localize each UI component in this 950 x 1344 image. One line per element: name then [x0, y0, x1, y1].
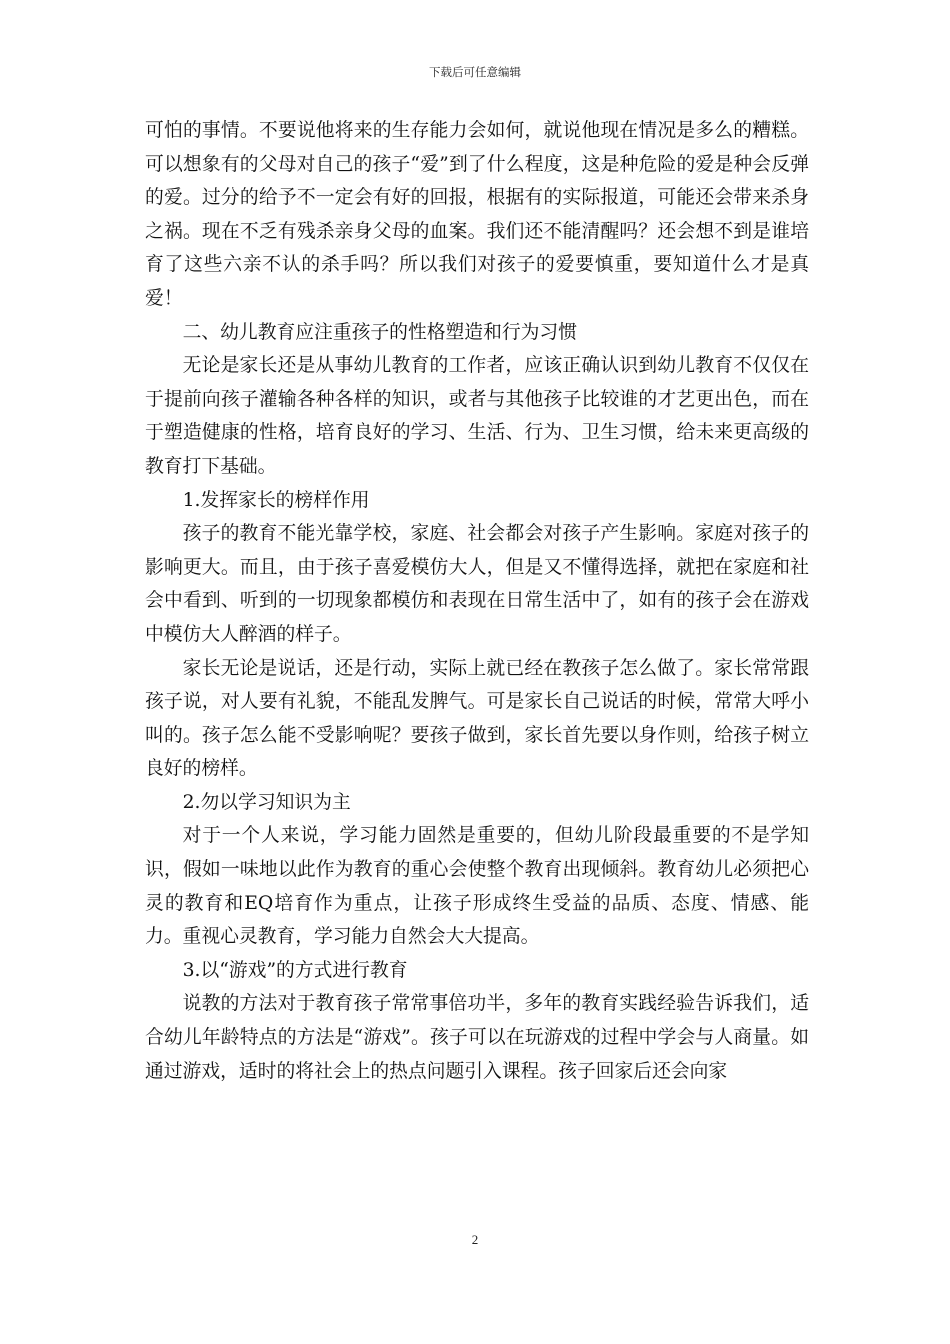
paragraph: 无论是家长还是从事幼儿教育的工作者，应该正确认识到幼儿教育不仅仅在于提前向孩子灌输各种各样的知识，或者与其他孩子比较谁的才艺更出色，而在于塑造健康的性格，培育良好的学习、生活、行为、卫生习惯，给未来更高级的教育打下基础。 [145, 355, 809, 477]
paragraph: 说教的方法对于教育孩子常常事倍功半，多年的教育实践经验告诉我们，适合幼儿年龄特点的方法是“游戏”。孩子可以在玩游戏的过程中学会与人商量。如通过游戏，适时的将社会上的热点问题引入课程。孩子回家后还会向家 [145, 993, 809, 1082]
subsection-heading: 1.发挥家长的榜样作用 [182, 489, 370, 511]
page-header: 下载后可任意编辑 [429, 65, 521, 79]
paragraph: 可怕的事情。不要说他将来的生存能力会如何，就说他现在情况是多么的糟糕。可以想象有的父母对自己的孩子“爱”到了什么程度，这是种危险的爱是种会反弹的爱。过分的给予不一定会有好的回报，根据有的实际报道，可能还会带来杀身之祸。现在不乏有残杀亲身父母的血案。我们还不能清醒吗？还会想不到是谁培育了这些六亲不认的杀手吗？所以我们对孩子的爱要慎重，要知道什么才是真爱！ [145, 120, 809, 309]
section-heading: 二、幼儿教育应注重孩子的性格塑造和行为习惯 [182, 321, 577, 343]
document-body [145, 114, 809, 1088]
paragraph: 孩子的教育不能光靠学校，家庭、社会都会对孩子产生影响。家庭对孩子的影响更大。而且，由于孩子喜爱模仿大人，但是又不懂得选择，就把在家庭和社会中看到、听到的一切现象都模仿和表现在日常生活中了，如有的孩子会在游戏中模仿大人醉酒的样子。 [145, 523, 809, 645]
paragraph: 家长无论是说话，还是行动，实际上就已经在教孩子怎么做了。家长常常跟孩子说，对人要有礼貌，不能乱发脾气。可是家长自己说话的时候，常常大呼小叫的。孩子怎么能不受影响呢？要孩子做到，家长首先要以身作则，给孩子树立良好的榜样。 [145, 657, 809, 780]
subsection-heading: 2.勿以学习知识为主 [182, 791, 351, 813]
subsection-heading: 3.以“游戏”的方式进行教育 [182, 959, 408, 981]
page-number: 2 [471, 1232, 479, 1247]
paragraph: 对于一个人来说，学习能力固然是重要的，但幼儿阶段最重要的不是学知识，假如一味地以此作为教育的重心会使整个教育出现倾斜。教育幼儿必须把心灵的教育和EQ培育作为重点，让孩子形成终生受益的品质、态度、情感、能力。重视心灵教育，学习能力自然会大大提高。 [145, 825, 809, 948]
